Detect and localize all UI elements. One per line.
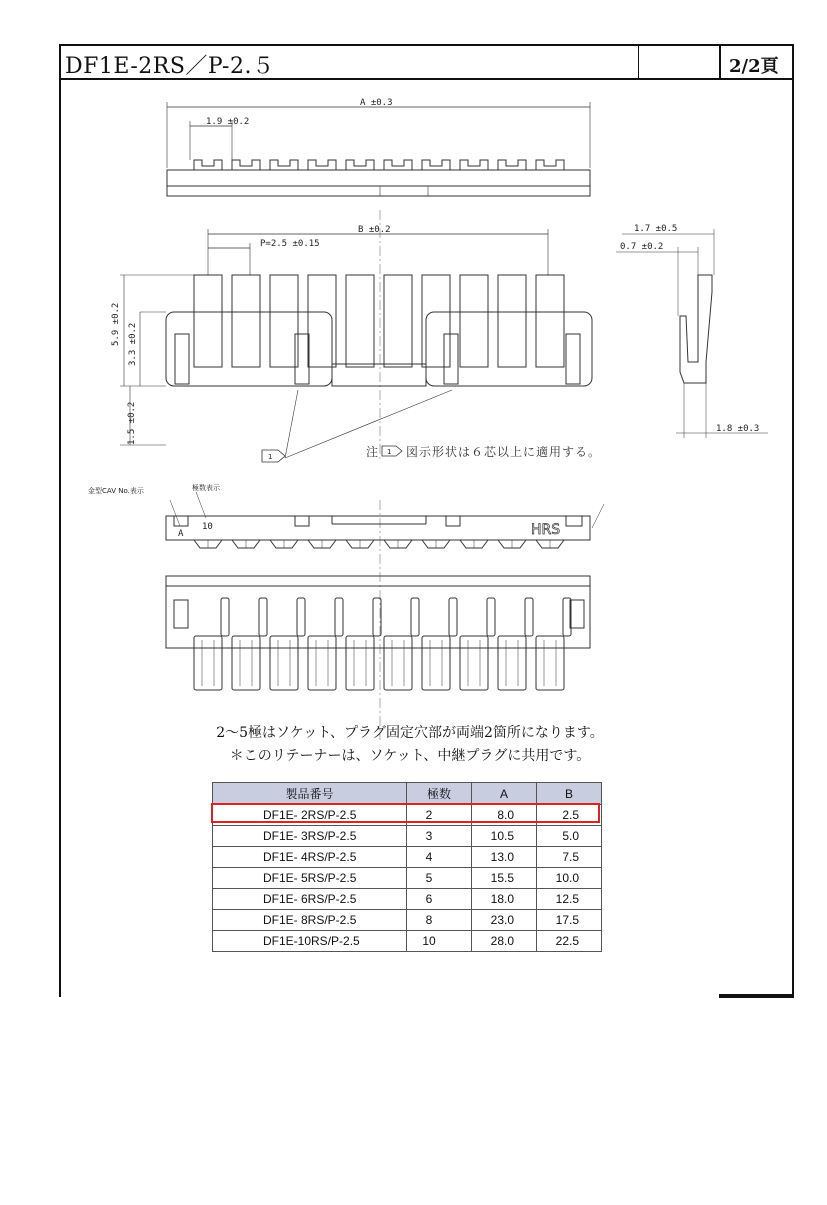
separator-slot (411, 598, 419, 636)
a-value-cell: 15.5 (472, 868, 537, 889)
product-number-cell: DF1E- 4RS/P-2.5 (213, 847, 407, 868)
dim-height-total: 5.9 ±0.2 (111, 302, 121, 346)
b-value-cell: 5.0 (537, 826, 602, 847)
note-line-1: 2～5極はソケット、プラグ固定穴部が両端2箇所になります。 (216, 725, 604, 741)
retainer-tooth (270, 160, 298, 170)
dim-pitch-top: 1.9 ±0.2 (206, 117, 250, 127)
terminal-leg (194, 636, 222, 690)
b-value-cell: 17.5 (537, 910, 602, 931)
col-b: B (537, 783, 602, 805)
note-line-2: ＊このリテーナーは、ソケット、中継プラグに共用です。 (229, 748, 591, 764)
dim-pitch: P=2.5 ±0.15 (260, 239, 320, 249)
brand-mark: HRS (531, 522, 561, 538)
svg-text:1: 1 (268, 453, 273, 461)
dim-height-lower: 3.3 ±0.2 (128, 322, 138, 366)
terminal-leg (346, 636, 374, 690)
table-row (213, 889, 602, 910)
mark-pole-count: 10 (202, 522, 213, 532)
separator-slot (449, 598, 457, 636)
label-pole-count: 極数表示 (192, 484, 220, 492)
terminal-leg (308, 636, 336, 690)
side-view (616, 229, 768, 438)
retainer-tooth (194, 160, 222, 170)
dim-b: B ±0.2 (358, 225, 391, 235)
terminal-leg (422, 636, 450, 690)
b-value-cell: 2.5 (537, 805, 602, 826)
pole-count-cell: 6 (407, 889, 472, 910)
contact-slot (498, 275, 526, 367)
dim-side-bottom: 1.8 ±0.3 (716, 424, 760, 434)
note-marker-inline (382, 446, 402, 456)
separator-slot (335, 598, 343, 636)
lower-view (166, 576, 590, 690)
terminal-leg (384, 636, 412, 690)
product-number-cell: DF1E-10RS/P-2.5 (213, 931, 407, 952)
contact-slot (460, 275, 488, 367)
label-mold-cav: 金型CAV No.表示 (88, 487, 144, 495)
retainer-tooth (422, 160, 450, 170)
table-header-row (213, 783, 602, 805)
retainer-tooth (384, 160, 412, 170)
b-value-cell: 7.5 (537, 847, 602, 868)
document-title: DF1E-2RS／P-2.５ (65, 54, 275, 79)
front-view (120, 210, 592, 460)
note-text: 図示形状は６芯以上に適用する。 (406, 445, 602, 459)
table-row (213, 868, 602, 889)
product-number-cell: DF1E- 3RS/P-2.5 (213, 826, 407, 847)
b-value-cell: 22.5 (537, 931, 602, 952)
product-number-cell: DF1E- 2RS/P-2.5 (213, 805, 407, 826)
a-value-cell: 13.0 (472, 847, 537, 868)
separator-slot (487, 598, 495, 636)
retainer-tooth (498, 160, 526, 170)
contact-slot (194, 275, 222, 367)
note-prefix: 注 (366, 445, 380, 459)
retainer-tooth (536, 160, 564, 170)
dim-side-width: 1.7 ±0.5 (634, 224, 678, 234)
row-highlight (211, 803, 600, 823)
pole-count-cell: 10 (407, 931, 472, 952)
a-value-cell: 18.0 (472, 889, 537, 910)
col-pole-count: 極数 (407, 783, 472, 805)
a-value-cell: 28.0 (472, 931, 537, 952)
terminal-leg (536, 636, 564, 690)
retainer-tooth (346, 160, 374, 170)
col-a: A (472, 783, 537, 805)
contact-slot (346, 275, 374, 367)
dim-side-thickness: 0.7 ±0.2 (620, 242, 664, 252)
svg-text:1: 1 (387, 448, 392, 456)
separator-slot (525, 598, 533, 636)
pole-count-cell: 5 (407, 868, 472, 889)
pole-count-cell: 8 (407, 910, 472, 931)
col-product-number: 製品番号 (213, 783, 407, 805)
b-value-cell: 10.0 (537, 868, 602, 889)
product-number-cell: DF1E- 6RS/P-2.5 (213, 889, 407, 910)
table-row (213, 826, 602, 847)
page-number: 2/2頁 (729, 56, 779, 77)
retainer-tooth (460, 160, 488, 170)
dim-a: A ±0.3 (360, 98, 393, 108)
terminal-leg (460, 636, 488, 690)
pole-count-cell: 4 (407, 847, 472, 868)
terminal-leg (232, 636, 260, 690)
a-value-cell: 23.0 (472, 910, 537, 931)
contact-slot (384, 275, 412, 367)
table-row (213, 847, 602, 868)
table-row (213, 910, 602, 931)
pole-count-cell: 2 (407, 805, 472, 826)
retainer-tooth (308, 160, 336, 170)
separator-slot (221, 598, 229, 636)
product-number-cell: DF1E- 8RS/P-2.5 (213, 910, 407, 931)
notes-block (200, 722, 620, 768)
terminal-leg (270, 636, 298, 690)
a-value-cell: 8.0 (472, 805, 537, 826)
dim-height-bottom: 1.5 ±0.2 (127, 401, 137, 445)
pole-count-cell: 3 (407, 826, 472, 847)
contact-slot (536, 275, 564, 367)
retainer-tooth (232, 160, 260, 170)
separator-slot (259, 598, 267, 636)
note-marker (262, 450, 285, 462)
separator-slot (297, 598, 305, 636)
mark-cav: A (178, 529, 184, 539)
terminal-leg (498, 636, 526, 690)
product-number-cell: DF1E- 5RS/P-2.5 (213, 868, 407, 889)
table-row (213, 931, 602, 952)
a-value-cell: 10.5 (472, 826, 537, 847)
b-value-cell: 12.5 (537, 889, 602, 910)
contact-slot (270, 275, 298, 367)
contact-slot (232, 275, 260, 367)
